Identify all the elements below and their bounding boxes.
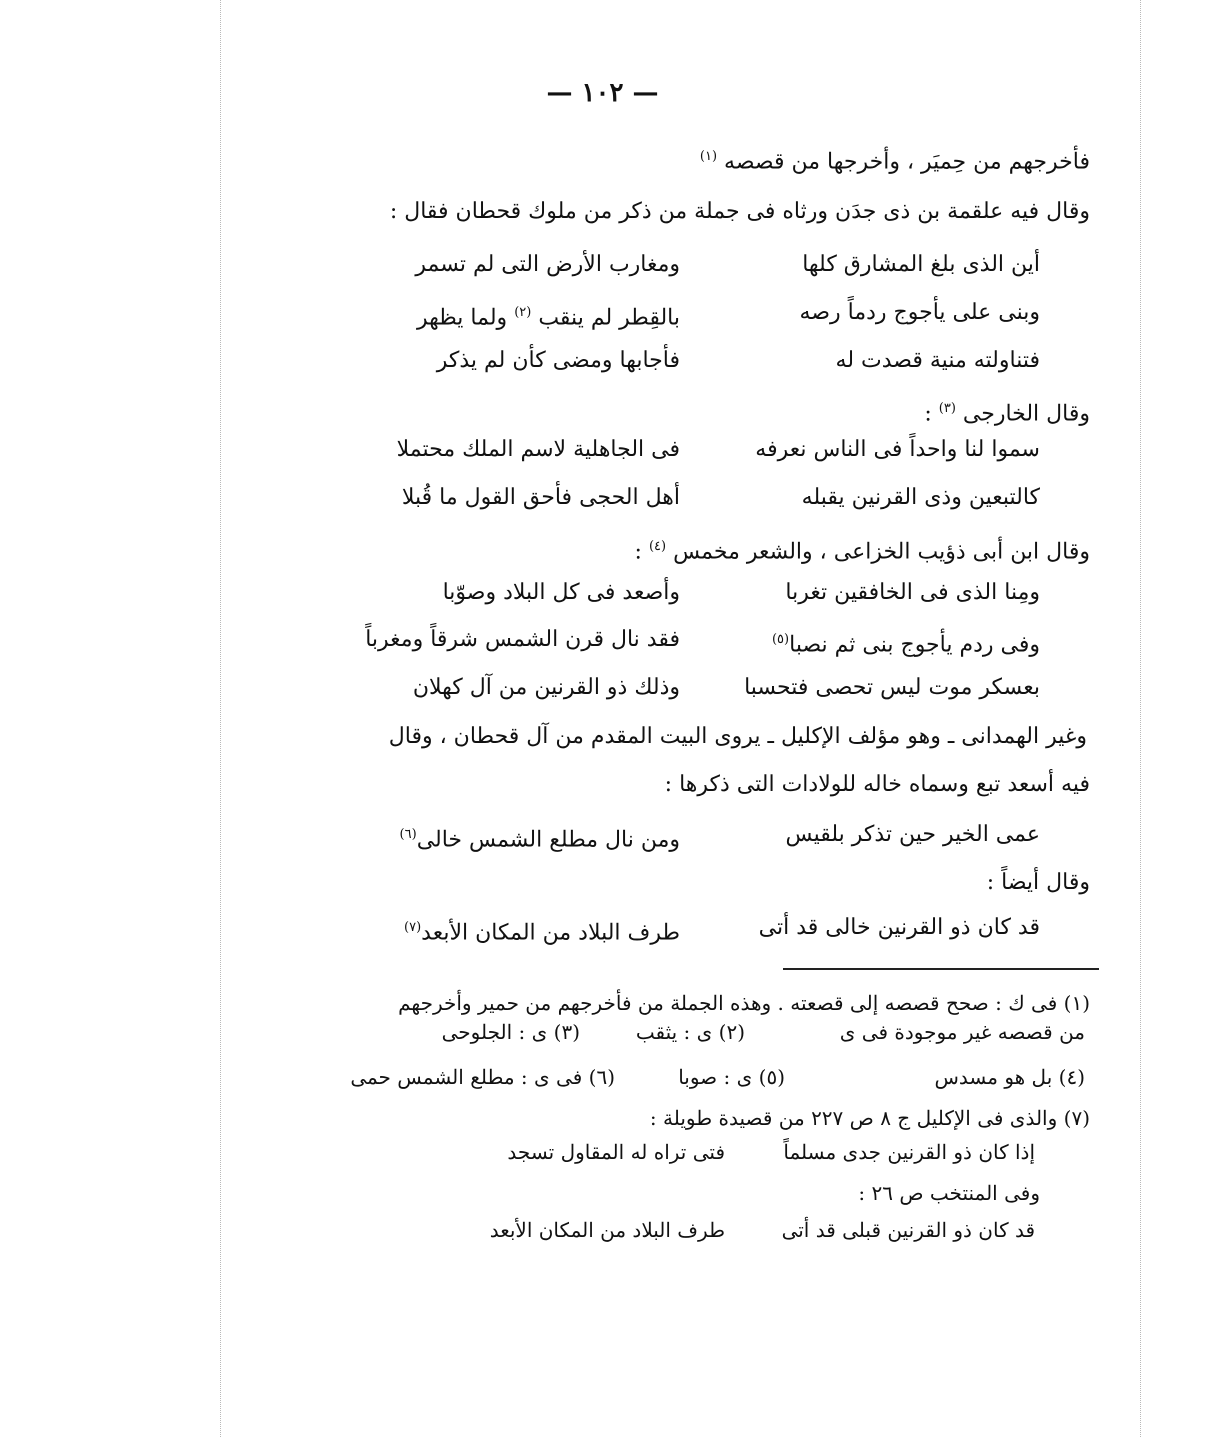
text-line (350, 392, 1090, 431)
text-line: وقال فيه علقمة بن ذى جدَن ورثاه فى جملة من ذكر من ملوك قحطان فقال : (389, 199, 1090, 224)
footnote: (٤) بل هو مسدس (934, 1065, 1085, 1089)
footnote: من قصصه غير موجودة فى ى (839, 1020, 1085, 1044)
text-span: : (924, 401, 932, 427)
verse-hemistich: إذا كان ذو القرنين جدى مسلماً (783, 1140, 1035, 1164)
footnote: (١) فى ك : صحح قصصه إلى قصعته . وهذه الجملة من فأخرجهم من حمير وأخرجهم (398, 991, 1090, 1015)
verse-line (350, 815, 1040, 855)
verse-hemistich: فتى تراه له المقاول تسجد (507, 1140, 725, 1164)
verse-hemistich: قد كان ذو القرنين خالى قد أتى (758, 915, 1040, 940)
text-span: وقال ابن أبى ذؤيب الخزاعى ، والشعر مخمس (673, 539, 1090, 565)
verse-line (350, 341, 1040, 381)
verse-hemistich: وبنى على يأجوج ردماً رصه (799, 300, 1040, 325)
verse-hemistich: ومن نال مطلع الشمس خالى$^{(٦)}$ (399, 827, 680, 853)
verse-hemistich: سموا لنا واحداً فى الناس نعرفه (755, 437, 1040, 462)
footnote-ref: (٣) (938, 401, 956, 416)
verse-hemistich: قد كان ذو القرنين قبلى قد أتى (781, 1218, 1035, 1242)
verse-hemistich: وفى ردم يأجوج بنى ثم نصبا$^{(٥)}$ (771, 632, 1040, 658)
verse-line (350, 245, 1040, 285)
verse-hemistich: أين الذى بلغ المشارق كلها (802, 252, 1040, 277)
footnote: (٥) ى : صوبا (678, 1065, 785, 1089)
verse-hemistich: كالتبعين وذى القرنين يقبله (801, 485, 1040, 510)
verse-hemistich: فأجابها ومضى كأن لم يذكر (436, 348, 680, 373)
verse-hemistich: طرف البلاد من المكان الأبعد (489, 1218, 725, 1242)
footnote-ref: (٢) (514, 305, 532, 320)
verse-hemistich: وأصعد فى كل البلاد وصوّبا (442, 580, 680, 605)
verse-hemistich: عمى الخير حين تذكر بلقيس (785, 822, 1040, 847)
verse-line (350, 620, 1040, 660)
footnote: وفى المنتخب ص ٢٦ : (858, 1181, 1040, 1205)
verse-hemistich: فقد نال قرن الشمس شرقاً ومغرباً (365, 627, 680, 652)
footnote: (٧) والذى فى الإكليل ج ٨ ص ٢٢٧ من قصيدة طويلة : (649, 1106, 1090, 1130)
page-number: — ١٠٢ — (546, 78, 659, 108)
footnote-ref: (٤) (648, 539, 667, 554)
footnote: (٢) ى : يثقب (635, 1020, 745, 1044)
verse-line (350, 668, 1040, 708)
footnote-separator (783, 968, 1099, 970)
text-line: وقال أيضاً : (986, 870, 1090, 895)
footnote: (٣) ى : الجلوحى (441, 1020, 580, 1044)
footnote-row (125, 1020, 1085, 1050)
footnote: (٦) فى ى : مطلع الشمس حمى (350, 1065, 615, 1089)
verse-hemistich: بعسكر موت ليس تحصى فتحسبا (744, 675, 1040, 700)
text-line (350, 140, 1090, 179)
verse-hemistich: فى الجاهلية لاسم الملك محتملا (396, 437, 680, 462)
footnote-ref: (١) (699, 149, 718, 164)
footnote-verse (335, 1140, 1035, 1170)
footnote-row (125, 1065, 1085, 1095)
text-span: فأخرجهم من حِميَر ، وأخرجها من قصصه (724, 149, 1090, 175)
footnote-ref: (٦) (399, 827, 417, 842)
verse-hemistich: ومغارب الأرض التى لم تسمر (415, 252, 680, 277)
text-line: وغير الهمدانى ـ وهو مؤلف الإكليل ـ يروى البيت المقدم من آل قحطان ، وقال (388, 724, 1087, 749)
verse-line (350, 293, 1040, 333)
verse-hemistich: بالقِطر لم ينقب $^{(٢)}$ ولما يظهر (416, 305, 680, 331)
verse-line (350, 908, 1040, 948)
footnote-ref: (٧) (404, 920, 422, 935)
text-span: وقال الخارجى (962, 401, 1090, 427)
verse-hemistich: ومِنا الذى فى الخافقين تغربا (785, 580, 1040, 605)
verse-hemistich: فتناولته منية قصدت له (835, 348, 1040, 373)
verse-line (350, 573, 1040, 613)
verse-hemistich: وذلك ذو القرنين من آل كهلان (412, 675, 680, 700)
verse-line (350, 430, 1040, 470)
text-span: : (634, 539, 642, 565)
text-line: فيه أسعد تبع وسماه خاله للولادات التى ذكرها : (664, 772, 1090, 797)
verse-hemistich: أهل الحجى فأحق القول ما قُبلا (401, 485, 680, 510)
footnote-ref: (٥) (771, 632, 790, 647)
text-line (350, 530, 1090, 569)
verse-hemistich: طرف البلاد من المكان الأبعد$^{(٧)}$ (404, 920, 680, 946)
verse-line (350, 478, 1040, 518)
footnote-verse (335, 1218, 1035, 1248)
